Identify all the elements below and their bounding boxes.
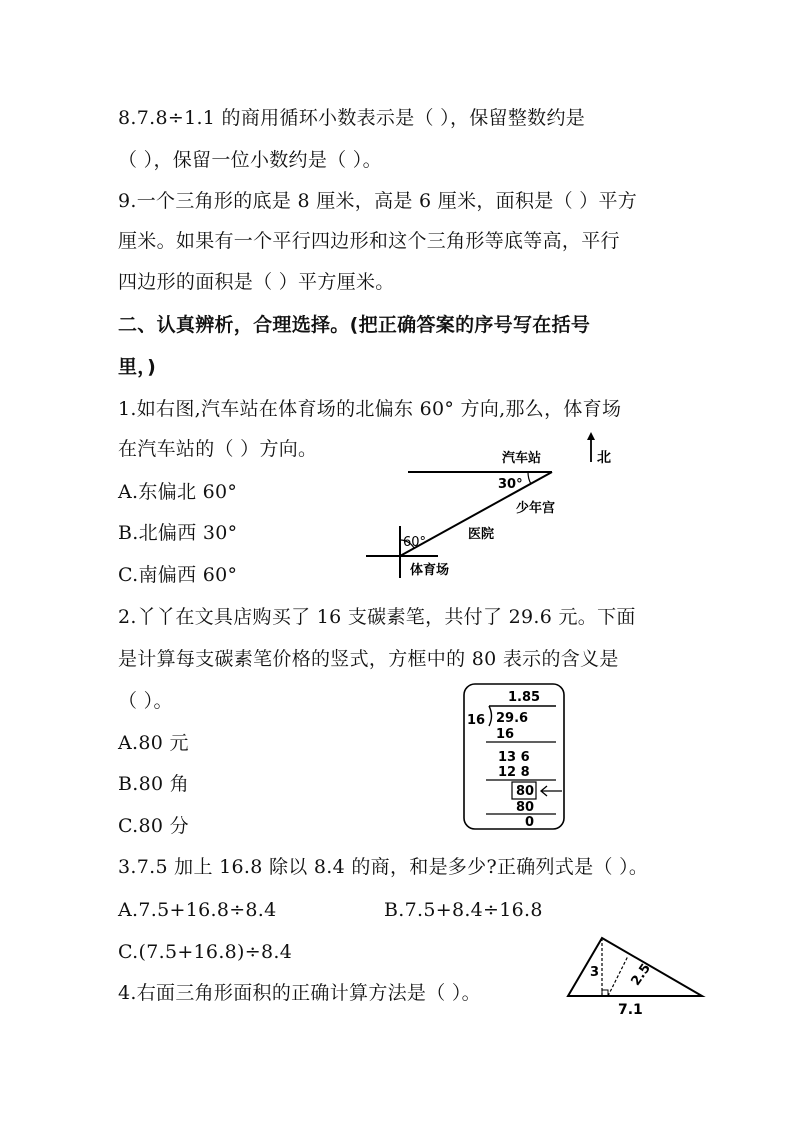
p2-line2: 是计算每支碳素笔价格的竖式，方框中的 80 表示的含义是	[118, 648, 619, 670]
p1-option-c: C.南偏西 60°	[118, 564, 238, 586]
p2-option-c: C.80 分	[118, 815, 189, 837]
p2-line1: 2.丫丫在文具店购买了 16 支碳素笔，共付了 29.6 元。下面	[118, 606, 636, 628]
angle-30-label: 30°	[498, 477, 523, 492]
partial-product-2: 12 8	[498, 765, 530, 780]
p3-option-a: A.7.5+16.8÷8.4	[118, 899, 277, 921]
q9-line3: 四边形的面积是（ ）平方厘米。	[118, 271, 395, 293]
p1-option-a: A.东偏北 60°	[118, 481, 238, 503]
remainder-1: 13 6	[498, 750, 530, 765]
final-remainder: 0	[525, 815, 535, 830]
partial-product-1: 16	[496, 727, 515, 742]
direction-diagram	[360, 430, 620, 590]
partial-product-3: 80	[516, 800, 535, 815]
p2-option-a: A.80 元	[118, 732, 189, 754]
p1-option-b: B.北偏西 30°	[118, 522, 238, 544]
q9-line2: 厘米。如果有一个平行四边形和这个三角形等底等高，平行	[118, 230, 620, 252]
north-label: 北	[597, 450, 611, 466]
bus-station-label: 汽车站	[502, 451, 542, 466]
boxed-80: 80	[516, 784, 535, 799]
stadium-label: 体育场	[410, 563, 450, 578]
p4-line1: 4.右面三角形面积的正确计算方法是（ ）。	[118, 982, 481, 1004]
section2-heading-line2: 里，)	[118, 356, 157, 378]
angle-60-label: 60°	[403, 535, 427, 550]
youth-palace-label: 少年宫	[516, 501, 556, 516]
height-2-5-label: 2.5	[628, 961, 654, 989]
p1-line1: 1.如右图,汽车站在体育场的北偏东 60° 方向,那么，体育场	[118, 398, 622, 420]
quotient: 1.85	[508, 690, 541, 705]
p3-option-b: B.7.5+8.4÷16.8	[384, 899, 543, 921]
q8-line1: 8.7.8÷1.1 的商用循环小数表示是（ ），保留整数约是	[118, 107, 586, 129]
p3-line1: 3.7.5 加上 16.8 除以 8.4 的商，和是多少?正确列式是（ ）。	[118, 856, 649, 878]
base-7-1-label: 7.1	[618, 1002, 643, 1018]
section2-heading-line1: 二、认真辨析，合理选择。(把正确答案的序号写在括号	[118, 314, 591, 336]
long-division-figure	[462, 682, 568, 832]
p1-line2: 在汽车站的（ ）方向。	[118, 438, 318, 460]
divisor: 16	[467, 713, 486, 728]
p2-line3: （ ）。	[118, 690, 173, 712]
triangle-figure	[562, 930, 712, 1020]
dividend: 29.6	[496, 711, 529, 726]
q8-line2: （ ），保留一位小数约是（ ）。	[118, 149, 382, 171]
hospital-label: 医院	[468, 527, 495, 542]
p2-option-b: B.80 角	[118, 773, 190, 795]
height-3-label: 3	[590, 965, 600, 980]
p3-option-c: C.(7.5+16.8)÷8.4	[118, 941, 293, 963]
q9-line1: 9.一个三角形的底是 8 厘米，高是 6 厘米，面积是（ ）平方	[118, 190, 638, 212]
